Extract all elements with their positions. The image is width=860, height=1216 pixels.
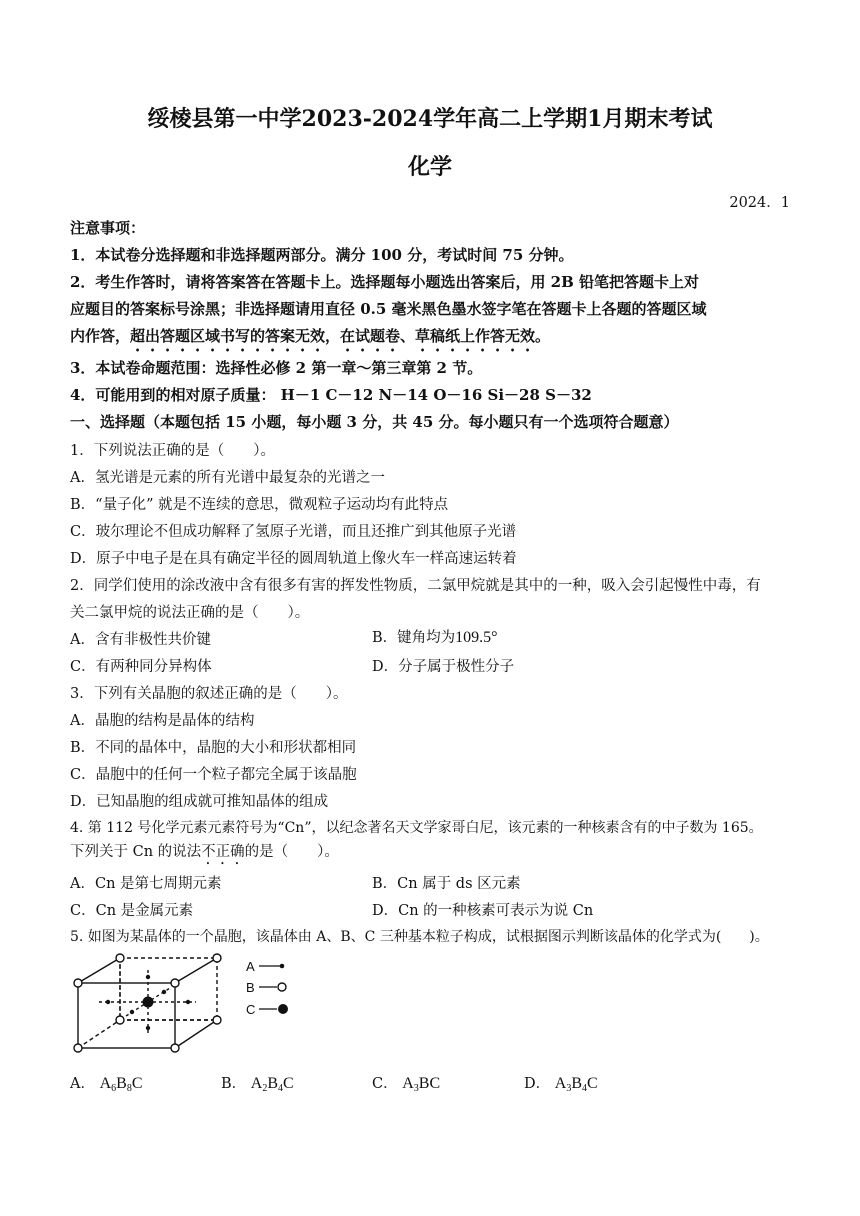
notice-heading: 注意事项： bbox=[70, 219, 146, 237]
q3-option-b: B．不同的晶体中，晶胞的大小和形状都相同 bbox=[70, 740, 357, 756]
subject-title: 化学 bbox=[407, 154, 452, 180]
atom-legend bbox=[244, 956, 304, 1020]
legend-b-circle bbox=[278, 983, 286, 991]
q3-option-d: D．已知晶胞的组成就可推知晶体的组成 bbox=[70, 794, 329, 810]
notice-item-4: 4．可能用到的相对原子质量： H－1 C－12 N－14 O－16 Si－28 S－32 bbox=[70, 386, 592, 404]
q2-stem-line-2: 关二氯甲烷的说法正确的是（ ）。 bbox=[70, 605, 310, 621]
exam-date: 2024．1 bbox=[729, 195, 790, 211]
q4-option-a: A．Cn 是第七周期元素 bbox=[70, 876, 222, 892]
q4-stem-emphasis: 不正确 bbox=[201, 844, 245, 860]
body-center-atom bbox=[143, 997, 154, 1008]
q5-option-c-formula: $A_3BC$ bbox=[402, 1075, 441, 1094]
q3-option-c: C．晶胞中的任何一个粒子都完全属于该晶胞 bbox=[70, 767, 357, 783]
q5-option-c-label: C． bbox=[372, 1076, 398, 1092]
q5-option-a bbox=[70, 1072, 143, 1094]
crystal-cell-diagram bbox=[68, 950, 238, 1060]
q2-option-b bbox=[372, 626, 498, 647]
q5-option-d bbox=[524, 1072, 598, 1094]
legend-a-dot bbox=[280, 964, 285, 969]
q1-option-d: D．原子中电子是在具有确定半径的圆周轨道上像火车一样高速运转着 bbox=[70, 551, 517, 567]
legend-c-label: C bbox=[246, 1002, 256, 1017]
legend-c-dot bbox=[278, 1004, 288, 1014]
notice-item-2-line-1: 2．考生作答时，请将答案答在答题卡上。选择题每小题选出答案后，用 2B 铅笔把答题卡上对 bbox=[70, 273, 700, 291]
notice-item-1: 1．本试卷分选择题和非选择题两部分。满分 100 分，考试时间 75 分钟。 bbox=[70, 246, 574, 264]
q3-option-a: A．晶胞的结构是晶体的结构 bbox=[70, 713, 255, 729]
q5-option-b bbox=[221, 1072, 294, 1094]
q2-stem-line-1: 2．同学们使用的涂改液中含有很多有害的挥发性物质，二氯甲烷就是其中的一种，吸入会引起慢性中毒，有 bbox=[70, 578, 761, 594]
q5-option-c bbox=[372, 1072, 440, 1094]
q5-stem: 5. 如图为某晶体的一个晶胞，该晶体由 A、B、C 三种基本粒子构成，试根据图示判断该晶体的化学式为( )。 bbox=[70, 929, 769, 945]
q2-option-b-prefix: B．键角均为 bbox=[372, 630, 456, 646]
q1-option-b: B．“量子化” 就是不连续的意思，微观粒子运动均有此特点 bbox=[70, 497, 449, 513]
q5-option-b-formula: $A_2B_4C$ bbox=[250, 1075, 294, 1094]
q2-option-d: D．分子属于极性分子 bbox=[372, 659, 515, 675]
legend-a-label: A bbox=[246, 959, 255, 974]
q4-option-b: B．Cn 属于 ds 区元素 bbox=[372, 876, 521, 892]
notice-item-2-line-3-start: 内作答， bbox=[70, 327, 131, 345]
notice-item-3: 3．本试卷命题范围：选择性必修 2 第一章～第三章第 2 节。 bbox=[70, 359, 483, 377]
q2-option-c: C．有两种同分异构体 bbox=[70, 659, 212, 675]
q4-stem-line-2 bbox=[70, 840, 339, 868]
q5-option-d-label: D． bbox=[524, 1076, 551, 1092]
q4-stem-end: 的是（ ）。 bbox=[244, 844, 339, 860]
q4-stem-start: 下列关于 Cn 的说法 bbox=[70, 844, 202, 860]
notice-emphasis: 超出答题区域书写的答案无效，在试题卷、草稿纸上作答无效。 bbox=[130, 327, 551, 345]
q2-option-b-angle: 109.5° bbox=[455, 629, 498, 646]
q4-option-c: C．Cn 是金属元素 bbox=[70, 903, 194, 919]
q5-option-a-label: A． bbox=[70, 1076, 95, 1092]
q5-option-b-label: B． bbox=[221, 1076, 247, 1092]
legend-b-label: B bbox=[246, 980, 255, 995]
q3-stem: 3．下列有关晶胞的叙述正确的是（ ）。 bbox=[70, 686, 348, 702]
q4-stem-line-1: 4. 第 112 号化学元素元素符号为“Cn”，以纪念著名天文学家哥白尼，该元素的一种核素含有的中子数为 165。 bbox=[70, 820, 763, 836]
q1-stem: 1．下列说法正确的是（ ）。 bbox=[70, 443, 275, 459]
q4-option-d: D．Cn 的一种核素可表示为说 Cn bbox=[372, 903, 594, 919]
q1-option-a: A．氢光谱是元素的所有光谱中最复杂的光谱之一 bbox=[70, 470, 385, 486]
q5-option-d-formula: $A_3B_4C$ bbox=[554, 1075, 598, 1094]
section-1-heading: 一、选择题（本题包括 15 小题，每小题 3 分，共 45 分。每小题只有一个选项符合题意） bbox=[70, 413, 679, 431]
q1-option-c: C．玻尔理论不但成功解释了氢原子光谱，而且还推广到其他原子光谱 bbox=[70, 524, 517, 540]
notice-item-2-line-2: 应题目的答案标号涂黑；非选择题请用直径 0.5 毫米黑色墨水签字笔在答题卡上各题的答题区域 bbox=[70, 300, 707, 318]
q5-option-a-formula: $A_6B_8C$ bbox=[99, 1075, 143, 1094]
exam-title: 绥棱县第一中学2023-2024学年高二上学期1月期末考试 bbox=[147, 106, 713, 132]
q2-option-a: A．含有非极性共价键 bbox=[70, 632, 211, 648]
notice-item-2-line-3 bbox=[70, 325, 550, 355]
